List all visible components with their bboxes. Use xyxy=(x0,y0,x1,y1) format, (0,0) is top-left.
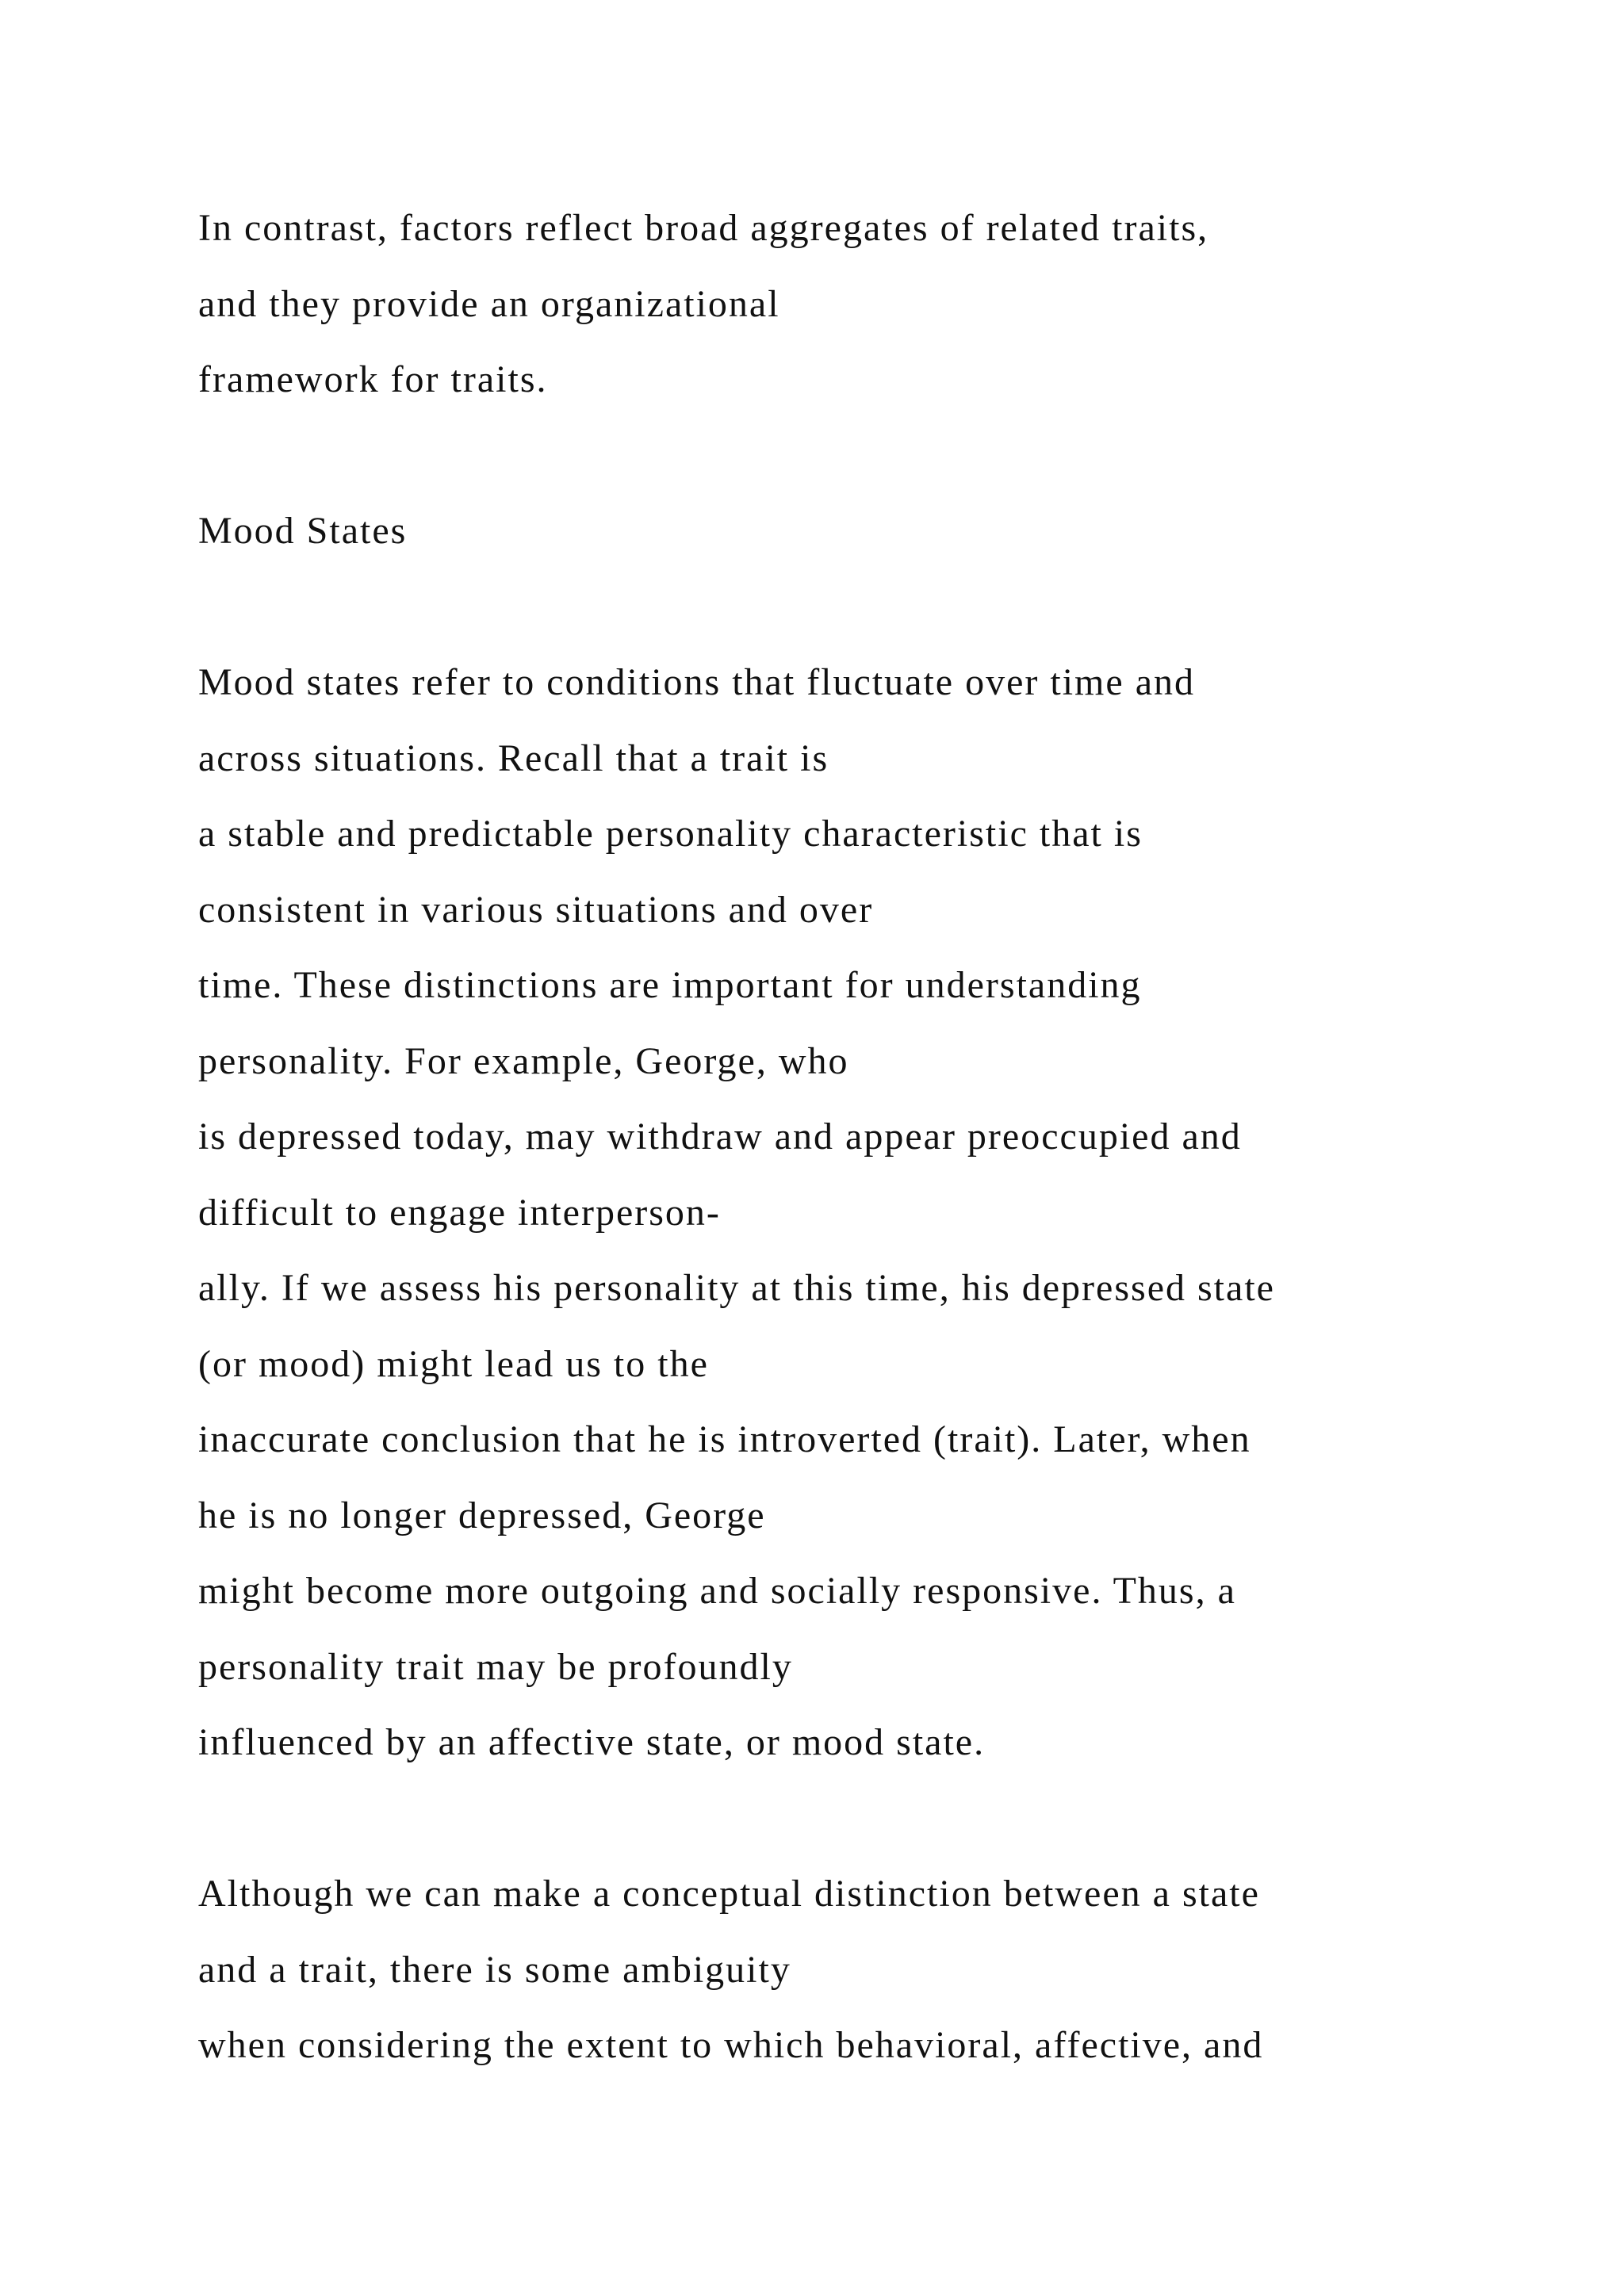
paragraph-state-trait xyxy=(198,1856,1546,2084)
text-line: In contrast, factors reflect broad aggregates of related traits, xyxy=(198,207,1209,249)
text-line: and they provide an organizational xyxy=(198,282,780,325)
text-line: and a trait, there is some ambiguity xyxy=(198,1948,791,1991)
text-line: is depressed today, may withdraw and appear preoccupied and xyxy=(198,1115,1242,1158)
paragraph-mood-states xyxy=(198,645,1546,1781)
text-line: might become more outgoing and socially responsive. Thus, a xyxy=(198,1570,1236,1612)
heading-mood-states: Mood States xyxy=(198,510,408,552)
text-line: he is no longer depressed, George xyxy=(198,1494,766,1536)
paragraph-factors xyxy=(198,190,1546,418)
text-line: a stable and predictable personality characteristic that is xyxy=(198,813,1143,855)
text-line: personality trait may be profoundly xyxy=(198,1645,793,1688)
paragraph-spacer xyxy=(198,569,1546,645)
text-line: across situations. Recall that a trait is xyxy=(198,737,829,779)
text-line: time. These distinctions are important for understanding xyxy=(198,964,1142,1006)
text-line: Mood states refer to conditions that fluctuate over time and xyxy=(198,661,1195,703)
text-line: Although we can make a conceptual distinction between a state xyxy=(198,1873,1260,1915)
document-body xyxy=(198,190,1546,2084)
text-line: when considering the extent to which behavioral, affective, and xyxy=(198,2024,1264,2066)
text-line: framework for traits. xyxy=(198,358,548,400)
paragraph-spacer xyxy=(198,418,1546,494)
text-line: consistent in various situations and over xyxy=(198,888,874,931)
paragraph-spacer xyxy=(198,1781,1546,1857)
text-line: ally. If we assess his personality at this time, his depressed state xyxy=(198,1267,1275,1309)
text-line: inaccurate conclusion that he is introverted (trait). Later, when xyxy=(198,1418,1251,1460)
text-line: influenced by an affective state, or mood state. xyxy=(198,1721,986,1763)
text-line: (or mood) might lead us to the xyxy=(198,1342,709,1385)
text-line: personality. For example, George, who xyxy=(198,1039,849,1082)
text-line: difficult to engage interperson- xyxy=(198,1191,721,1234)
section-heading xyxy=(198,493,1546,569)
